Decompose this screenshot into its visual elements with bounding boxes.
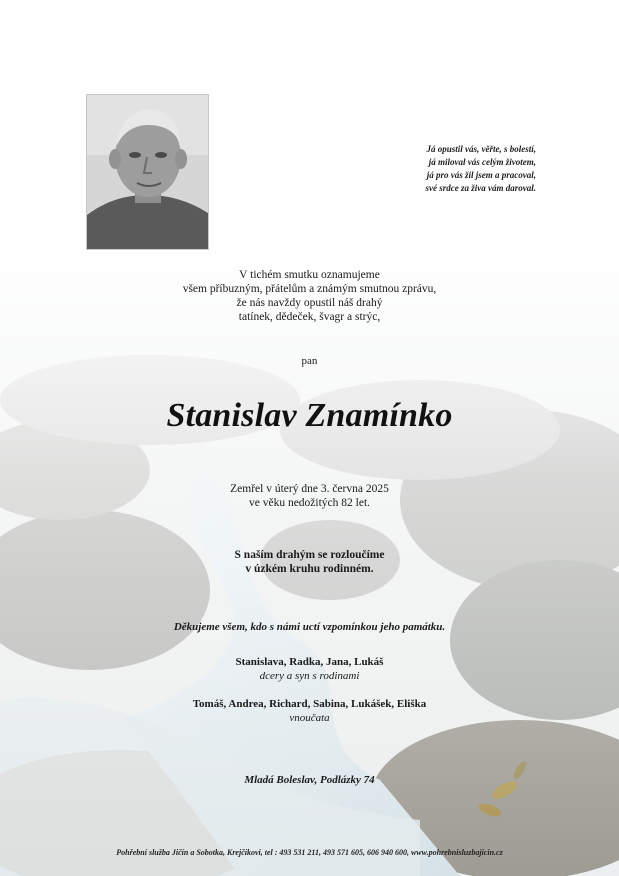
memorial-poem [300,143,536,195]
death-age: ve věku nedožitých 82 let. [248,497,371,509]
death-date: Zemřel v úterý dne 3. června 2025 [230,483,389,495]
announcement-line: všem příbuzným, přátelům a známým smutnou zprávu, [182,283,437,295]
family-relation: dcery a syn s rodinami [259,670,360,682]
farewell-line: S naším drahým se rozloučíme [234,549,385,561]
family-names: Tomáš, Andrea, Richard, Sabina, Lukášek, Eliška [192,698,427,710]
announcement-text [0,268,619,324]
family-names: Stanislava, Radka, Jana, Lukáš [235,656,384,668]
farewell-notice [0,548,619,576]
announcement-line: tatínek, dědeček, švagr a strýc, [238,311,381,323]
farewell-line: v úzkém kruhu rodinném. [245,563,374,575]
deceased-name: Stanislav Znamínko [166,397,453,434]
thanks-line: Děkujeme všem, kdo s námi uctí vzpomínkou jeho památku. [173,621,446,633]
poem-line: já pro vás žil jsem a pracoval, [426,170,536,180]
announcement-line: V tichém smutku oznamujeme [239,269,380,281]
funeral-service-footer: Pohřební služba Jičín a Sobotka, Krejčíkovi, tel : 493 531 211, 493 571 605, 606 940 600, www.pohrebnisluzbajicin.cz [116,848,503,857]
poem-line: své srdce za živa vám daroval. [425,183,536,193]
poem-line: Já opustil vás, věřte, s bolestí, [426,144,536,154]
honorific: pan [301,355,318,367]
death-details [0,482,619,510]
family-relation: vnoučata [289,712,330,724]
mourning-address: Mladá Boleslav, Podlázky 74 [244,774,375,786]
portrait-photo [86,94,209,250]
poem-line: já miloval vás celým životem, [428,157,536,167]
announcement-line: že nás navždy opustil náš drahý [236,297,383,309]
